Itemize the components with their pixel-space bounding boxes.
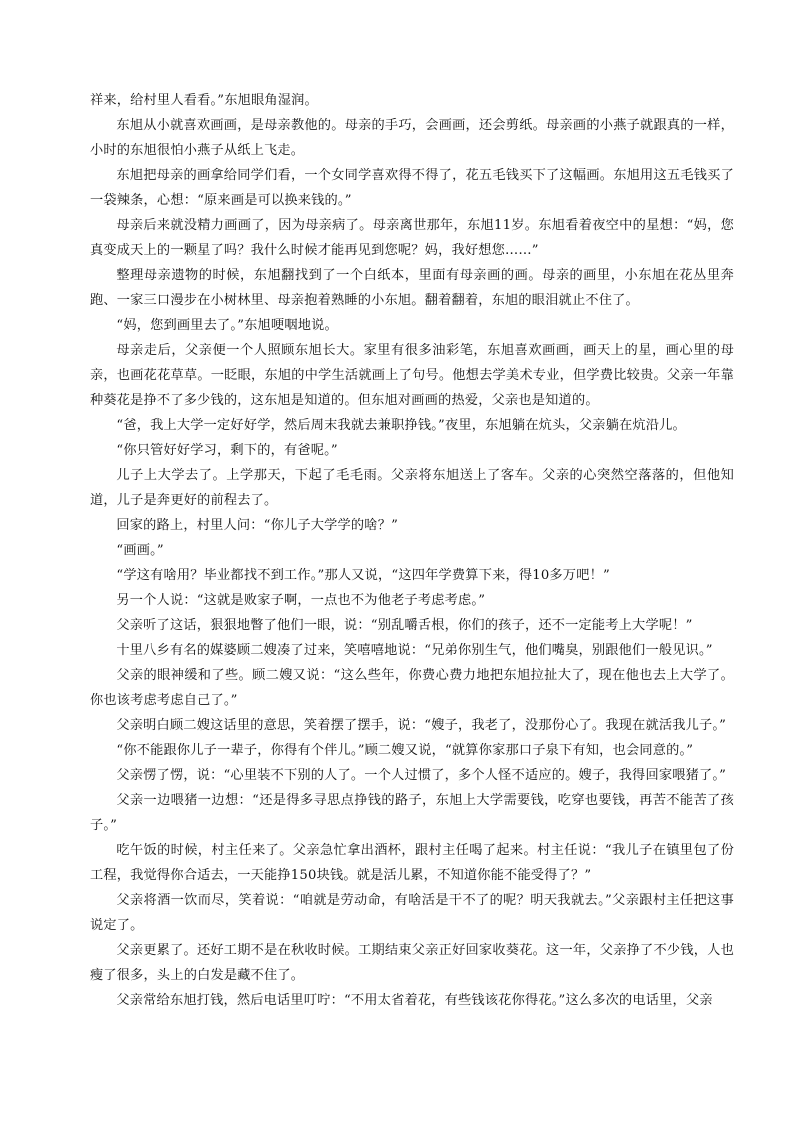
paragraph-16: 十里八乡有名的媒婆顾二嫂凑了过来，笑嘻嘻地说：“兄弟你别生气，他们嘴臭，别跟他们一般见识。” [116, 643, 713, 658]
paragraph-1: 祥来，给村里人看看。”东旭眼角湿润。 [90, 93, 318, 108]
paragraph-20: 父亲愣了愣，说：“心里装不下别的人了。一个人过惯了，多个人怪不适应的。嫂子，我得回家喂猪了。” [116, 768, 727, 783]
paragraph-21: 父亲一边喂猪一边想：“还是得多寻思点挣钱的路子，东旭上大学需要钱，吃穿也要钱，再苦不能苦了孩子。” [90, 793, 734, 833]
paragraph-23: 父亲将酒一饮而尽，笑着说：“咱就是劳动命，有啥活是干不了的呢？明天我就去。”父亲跟村主任把这事说定了。 [90, 893, 734, 933]
paragraph-7: 母亲走后，父亲便一个人照顾东旭长大。家里有很多油彩笔，东旭喜欢画画，画天上的星，画心里的母亲，也画花花草草。一眨眼，东旭的中学生活就画上了句号。他想去学美术专业，但学费比较贵。父亲一年靠种葵花是挣不了多少钱的，这东旭是知道的。但东旭对画画的热爱，父亲也是知道的。 [90, 343, 734, 408]
paragraph-24: 父亲更累了。还好工期不是在秋收时候。工期结束父亲正好回家收葵花。这一年，父亲挣了不少钱，人也瘦了很多，头上的白发是藏不住了。 [90, 943, 734, 983]
paragraph-19: “你不能跟你儿子一辈子，你得有个伴儿。”顾二嫂又说，“就算你家那口子泉下有知，也会同意的。” [116, 743, 694, 758]
paragraph-14: 另一个人说：“这就是败家子啊，一点也不为他老子考虑考虑。” [116, 593, 486, 608]
paragraph-6: “妈，您到画里去了。”东旭哽咽地说。 [116, 318, 338, 333]
paragraph-4: 母亲后来就没精力画画了，因为母亲病了。母亲离世那年，东旭11岁。东旭看着夜空中的星想：“妈，您真变成天上的一颗星了吗？我什么时候才能再见到您呢？妈，我好想您……” [90, 218, 734, 258]
paragraph-5: 整理母亲遗物的时候，东旭翻找到了一个白纸本，里面有母亲画的画。母亲的画里，小东旭在花丛里奔跑、一家三口漫步在小树林里、母亲抱着熟睡的小东旭。翻着翻着，东旭的眼泪就止不住了。 [90, 268, 734, 308]
paragraph-12: “画画。” [116, 543, 164, 558]
paragraph-18: 父亲明白顾二嫂这话里的意思，笑着摆了摆手，说：“嫂子，我老了，没那份心了。我现在就活我儿子。” [116, 718, 727, 733]
paragraph-17: 父亲的眼神缓和了些。顾二嫂又说：“这么些年，你费心费力地把东旭拉扯大了，现在他也去上大学了。你也该考虑考虑自己了。” [90, 668, 734, 708]
paragraph-25: 父亲常给东旭打钱，然后电话里叮咛：“不用太省着花，有些钱该花你得花。”这么多次的电话里，父亲 [116, 993, 713, 1008]
paragraph-2: 东旭从小就喜欢画画，是母亲教他的。母亲的手巧，会画画，还会剪纸。母亲画的小燕子就跟真的一样，小时的东旭很怕小燕子从纸上飞走。 [90, 118, 734, 158]
paragraph-11: 回家的路上，村里人问：“你儿子大学学的啥？” [116, 518, 399, 533]
paragraph-9: “你只管好好学习，剩下的，有爸呢。” [116, 443, 338, 458]
paragraph-10: 儿子上大学去了。上学那天，下起了毛毛雨。父亲将东旭送上了客车。父亲的心突然空落落的，但他知道，儿子是奔更好的前程去了。 [90, 468, 734, 508]
paragraph-13: “学这有啥用？毕业都找不到工作。”那人又说，“这四年学费算下来，得10多万吧！” [116, 568, 610, 583]
paragraph-3: 东旭把母亲的画拿给同学们看，一个女同学喜欢得不得了，花五毛钱买下了这幅画。东旭用这五毛钱买了一袋辣条，心想：“原来画是可以换来钱的。” [90, 168, 734, 208]
paragraph-15: 父亲听了这话，狠狠地瞥了他们一眼，说：“别乱嚼舌根，你们的孩子，还不一定能考上大学呢！” [116, 618, 693, 633]
paragraph-22: 吃午饭的时候，村主任来了。父亲急忙拿出酒杯，跟村主任喝了起来。村主任说：“我儿子在镇里包了份工程，我觉得你合适去，一天能挣150块钱。就是活儿累，不知道你能不能受得了？” [90, 843, 734, 883]
paragraph-8: “爸，我上大学一定好好学，然后周末我就去兼职挣钱。”夜里，东旭躺在炕头，父亲躺在炕沿儿。 [116, 418, 686, 433]
